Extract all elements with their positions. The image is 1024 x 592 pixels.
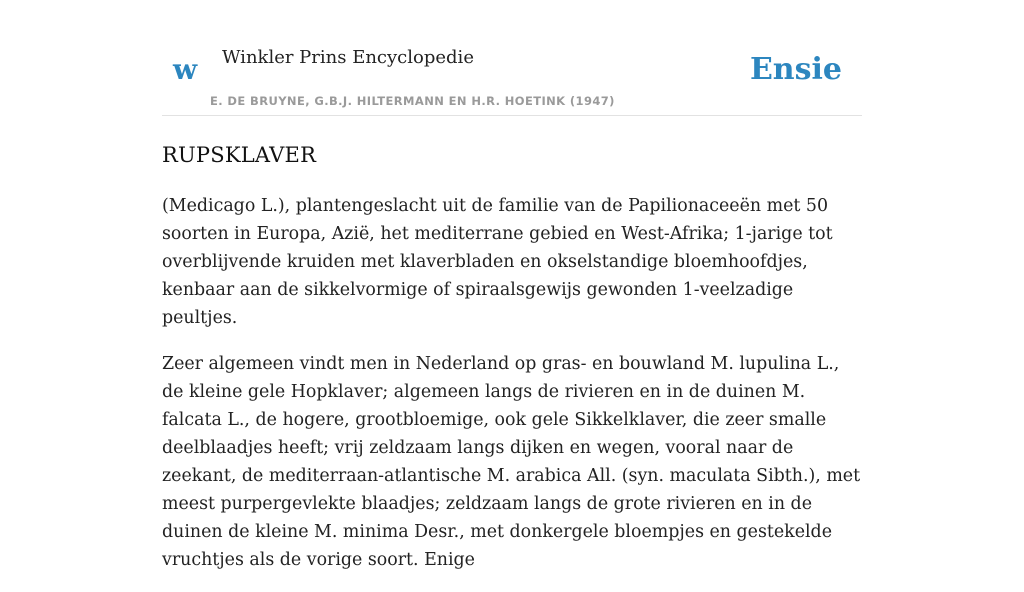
article-headword: RUPSKLAVER <box>162 143 317 167</box>
article-body <box>162 192 862 592</box>
encyclopedia-logo[interactable]: w <box>173 53 198 86</box>
article-paragraph: (Medicago L.), plantengeslacht uit de familie van de Papilionaceeën met 50 soorten in Europa, Azië, het mediterrane gebied en West-Afrika; 1-jarige tot overblijvende kruiden met klaverbladen en okselstandige bloemhoofdjes, kenbaar aan de sikkelvormige of spiraalsgewijs gewonden 1-veelzadige peultjes. <box>162 196 833 328</box>
article-paragraph: Zeer algemeen vindt men in Nederland op gras- en bouwland M. lupulina L., de kleine gele Hopklaver; algemeen langs de rivieren en in de duinen M. falcata L., de hogere, grootbloemige, ook gele Sikkelklaver, die zeer smalle deelblaadjes heeft; vrij zeldzaam langs dijken en wegen, vooral naar de zeekant, de mediterraan-atlantische M. arabica All. (syn. maculata Sibth.), met meest purpergevlekte blaadjes; zeldzaam langs de grote rivieren en in de duinen de kleine M. minima Desr., met donkergele bloempjes en gestekelde vruchtjes als de vorige soort. Enige <box>162 354 861 570</box>
source-title[interactable]: Winkler Prins Encyclopedie <box>222 47 474 68</box>
source-authors: E. DE BRUYNE, G.B.J. HILTERMANN EN H.R. HOETINK (1947) <box>210 94 615 108</box>
site-header <box>162 0 862 116</box>
brand-logo[interactable]: Ensie <box>749 52 842 87</box>
